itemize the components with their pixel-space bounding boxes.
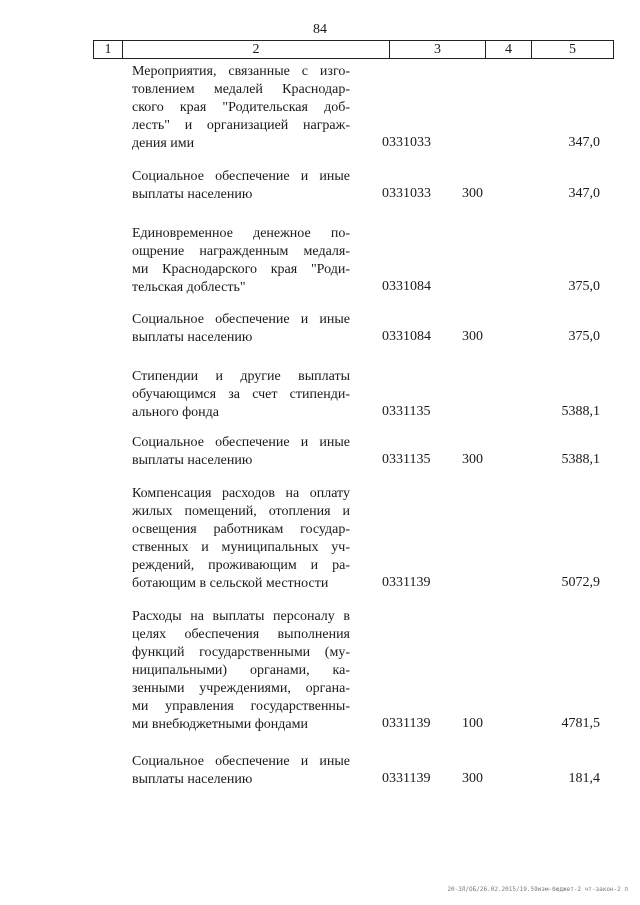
target-article-code: 0331033 xyxy=(382,135,431,150)
amount-value: 375,0 xyxy=(568,279,600,294)
row-description-line: выплаты населению xyxy=(132,453,253,468)
row-description-line: дения ими xyxy=(132,136,195,151)
column-header-5: 5 xyxy=(531,41,613,58)
row-description xyxy=(132,608,350,734)
expense-type-code: 300 xyxy=(462,771,483,786)
row-description-line: ми внебюджетными фондами xyxy=(132,717,308,732)
row-description-line: освещения работникам государ- xyxy=(132,522,350,537)
amount-value: 375,0 xyxy=(568,329,600,344)
row-description-line: выплаты населению xyxy=(132,187,253,202)
amount-value: 181,4 xyxy=(568,771,600,786)
row-description-line: ского края "Родительская доб- xyxy=(132,100,350,115)
row-description-line: Расходы на выплаты персоналу в xyxy=(132,609,350,624)
target-article-code: 0331084 xyxy=(382,279,431,294)
column-header-3: 3 xyxy=(389,41,485,58)
row-description-line: реждений, проживающим и ра- xyxy=(132,558,350,573)
row-description xyxy=(132,368,350,422)
row-description-line: выплаты населению xyxy=(132,772,253,787)
row-description-line: целях обеспечения выполнения xyxy=(132,627,350,642)
row-description-line: Компенсация расходов на оплату xyxy=(132,486,350,501)
column-header-row xyxy=(93,40,614,59)
target-article-code: 0331139 xyxy=(382,575,431,590)
row-description-line: Стипендии и другие выплаты xyxy=(132,369,350,384)
expense-type-code: 100 xyxy=(462,716,483,731)
row-description-line: товлением медалей Краснодар- xyxy=(132,82,350,97)
amount-value: 5388,1 xyxy=(561,404,600,419)
target-article-code: 0331139 xyxy=(382,716,431,731)
row-description-line: ственных и муниципальных уч- xyxy=(132,540,350,555)
row-description-line: зенными учреждениями, органа- xyxy=(132,681,350,696)
target-article-code: 0331135 xyxy=(382,404,431,419)
row-description-line: Мероприятия, связанные с изго- xyxy=(132,64,350,79)
amount-value: 5072,9 xyxy=(561,575,600,590)
column-header-2: 2 xyxy=(122,41,389,58)
row-description-line: ального фонда xyxy=(132,405,219,420)
column-header-4: 4 xyxy=(485,41,531,58)
row-description-line: ниципальными) органами, ка- xyxy=(132,663,350,678)
row-description-line: ботающим в сельской местности xyxy=(132,576,329,591)
row-description-line: Единовременное денежное по- xyxy=(132,226,350,241)
row-description-line: Социальное обеспечение и иные xyxy=(132,754,350,769)
row-description xyxy=(132,434,350,470)
row-description-line: жилых помещений, отопления и xyxy=(132,504,350,519)
row-description xyxy=(132,485,350,593)
row-description xyxy=(132,753,350,789)
row-description-line: лесть" и организацией награж- xyxy=(132,118,350,133)
footer-file-stamp: 20-3Л/ОБ/26.02.2015/19.59изм-бюджет-2 чт-закон-2 п xyxy=(447,886,628,893)
row-description-line: выплаты населению xyxy=(132,330,253,345)
row-description-line: тельская доблесть" xyxy=(132,280,246,295)
row-description-line: ми управления государственны- xyxy=(132,699,350,714)
page-number: 84 xyxy=(313,22,327,37)
row-description xyxy=(132,311,350,347)
expense-type-code: 300 xyxy=(462,186,483,201)
row-description-line: ми Краснодарского края "Роди- xyxy=(132,262,350,277)
row-description-line: Социальное обеспечение и иные xyxy=(132,312,350,327)
amount-value: 5388,1 xyxy=(561,452,600,467)
amount-value: 4781,5 xyxy=(561,716,600,731)
amount-value: 347,0 xyxy=(568,135,600,150)
column-header-1: 1 xyxy=(104,41,112,57)
row-description xyxy=(132,225,350,297)
row-description-line: функций государственными (му- xyxy=(132,645,350,660)
row-description-line: ощрение награжденным медаля- xyxy=(132,244,350,259)
row-description xyxy=(132,63,350,153)
expense-type-code: 300 xyxy=(462,329,483,344)
row-description xyxy=(132,168,350,204)
target-article-code: 0331139 xyxy=(382,771,431,786)
expense-type-code: 300 xyxy=(462,452,483,467)
target-article-code: 0331033 xyxy=(382,186,431,201)
amount-value: 347,0 xyxy=(568,186,600,201)
target-article-code: 0331084 xyxy=(382,329,431,344)
row-description-line: Социальное обеспечение и иные xyxy=(132,169,350,184)
row-description-line: обучающимся за счет стипенди- xyxy=(132,387,350,402)
row-description-line: Социальное обеспечение и иные xyxy=(132,435,350,450)
target-article-code: 0331135 xyxy=(382,452,431,467)
